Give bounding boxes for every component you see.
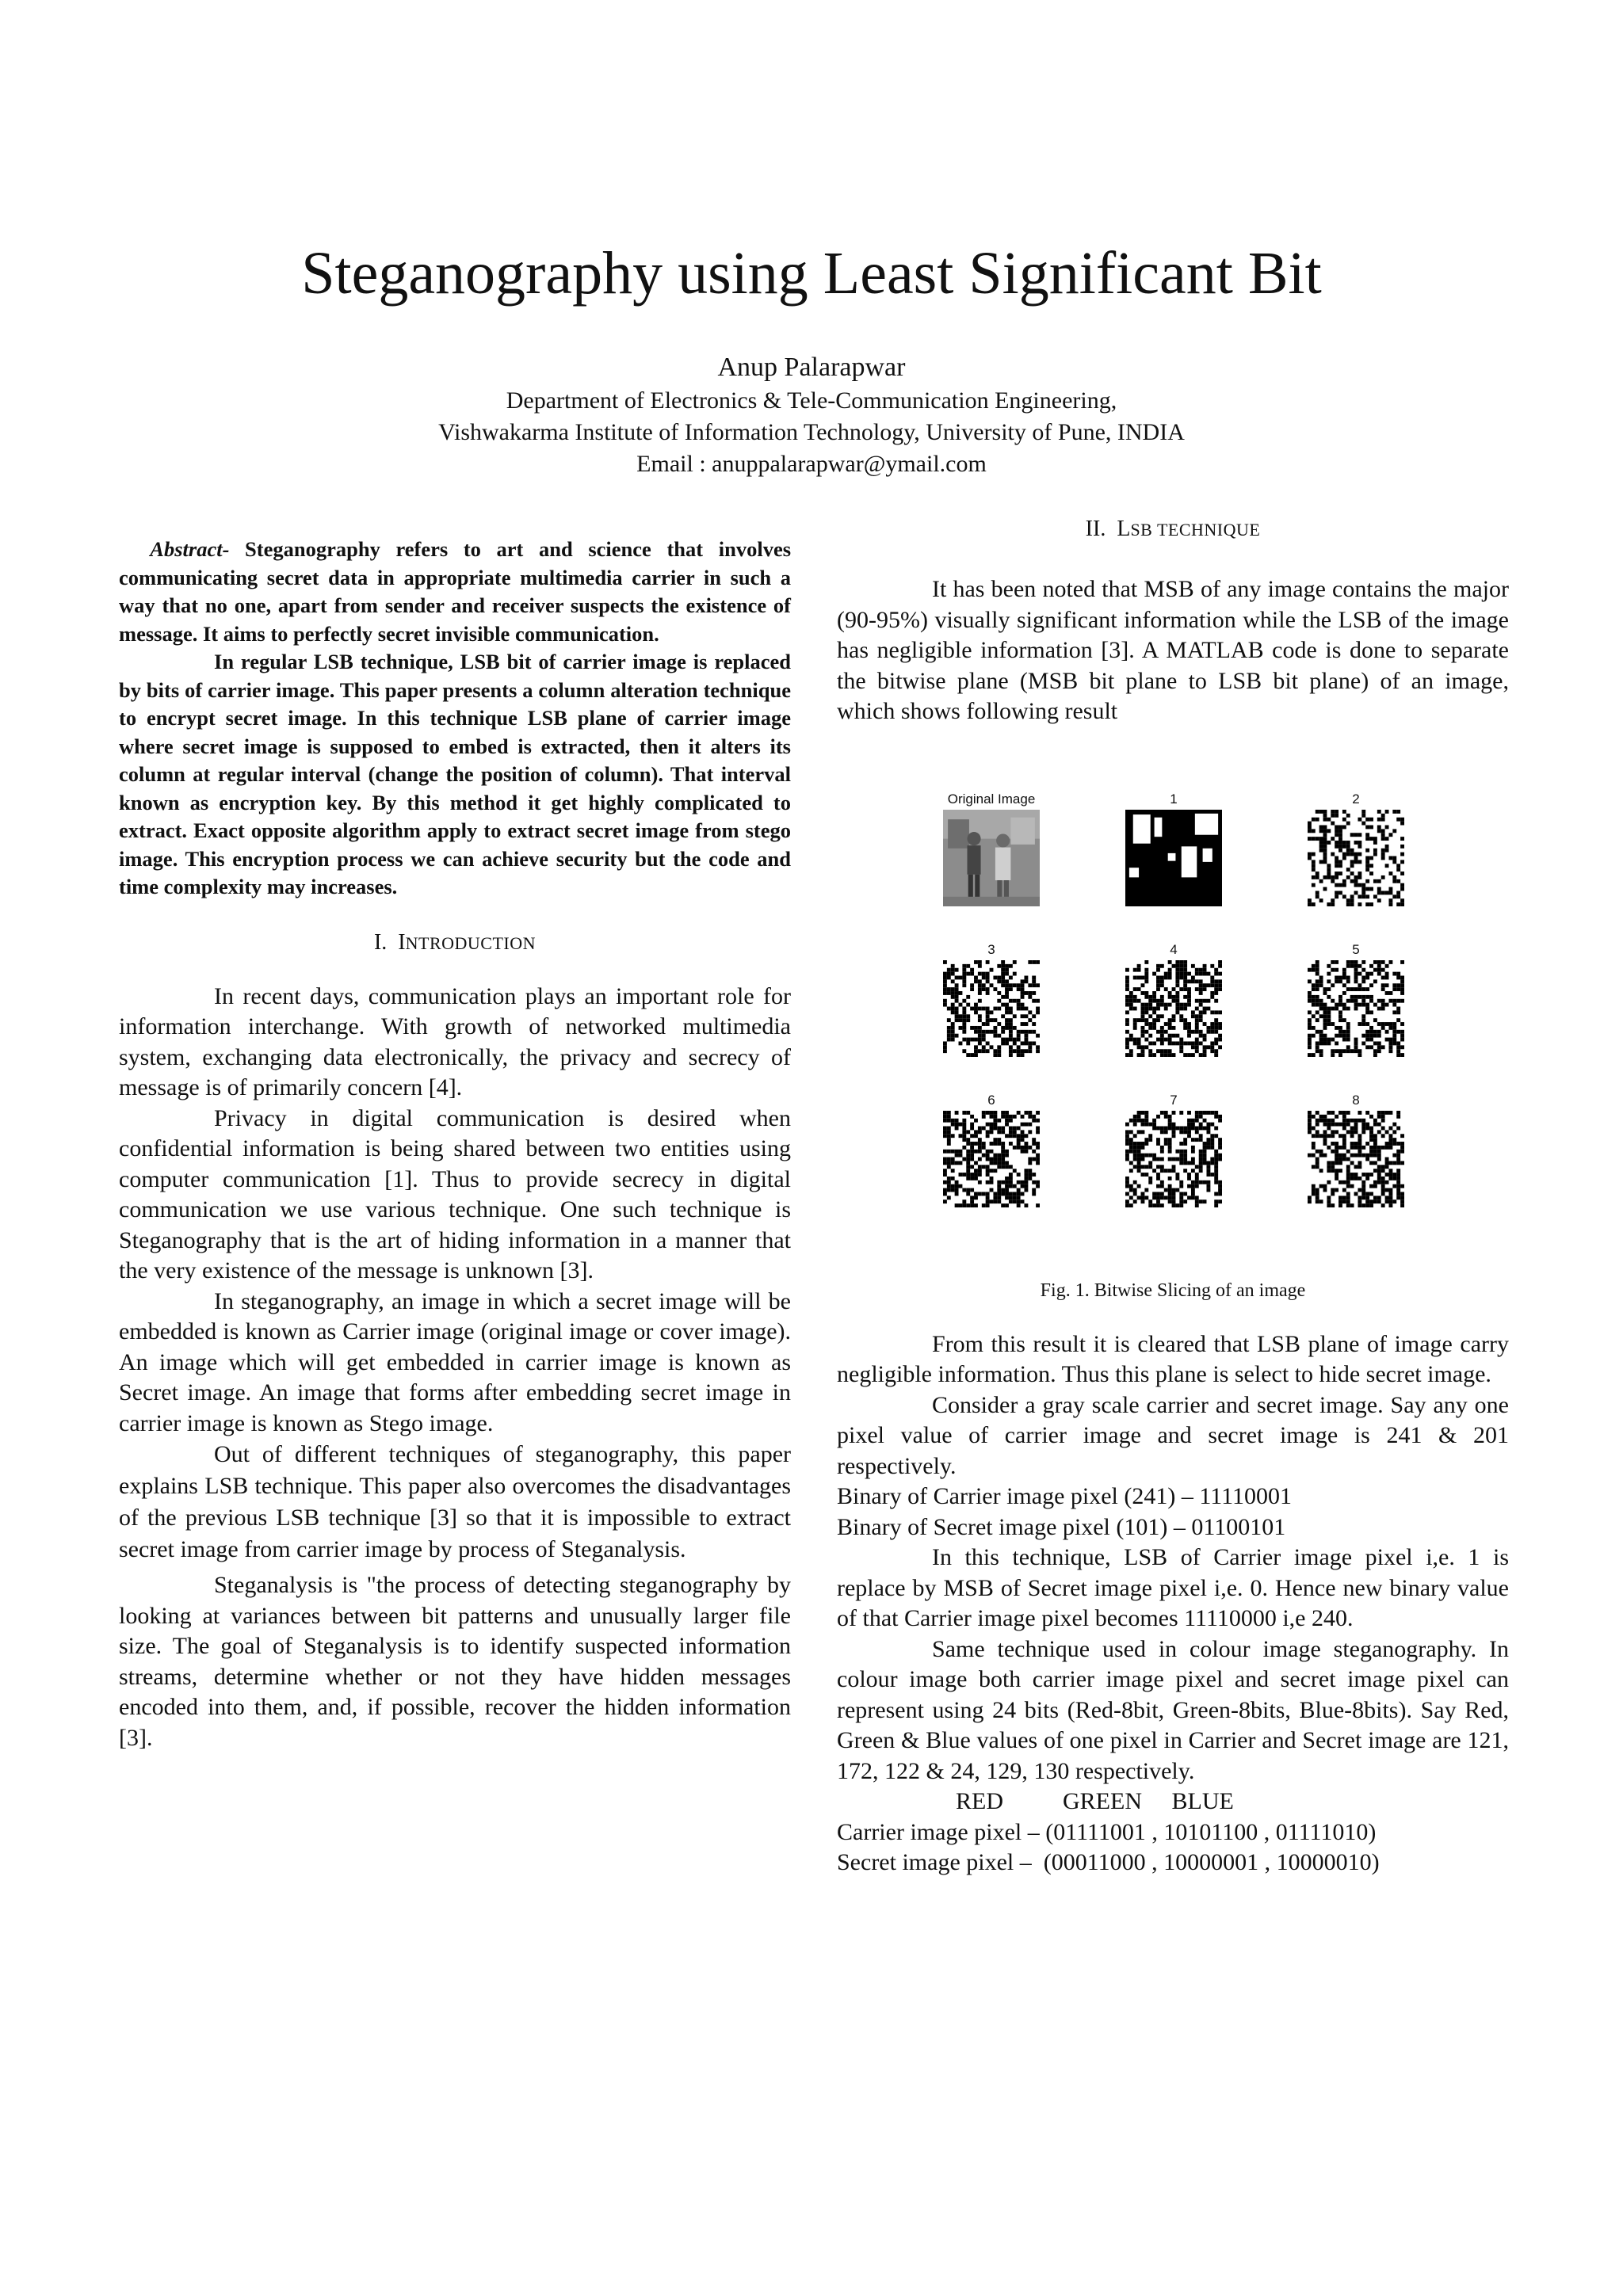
panel-label-2: 2 [1352, 791, 1360, 807]
lsb-intro-paragraph: It has been noted that MSB of any image contains the major (90-95%) visually significant information while the LSB of the image has negligible information [3]. A MATLAB code is done to separate the bitwise plane (MSB bit plane to LSB bit plane) of an image, which shows following result [837, 576, 1509, 724]
bit-plane-2-image [1308, 810, 1404, 906]
panel-bit-3 [940, 941, 1043, 1057]
bit-plane-figure [837, 791, 1509, 1329]
intro-paragraph-5: Steganalysis is "the process of detecting steganography by looking at variances between bit patterns and unusually larger file size. The goal of Steganalysis is to identify suspected information streams, determine whether or not they have hidden messages encoded into them, and, if possible, recover the hidden information [3]. [119, 1572, 791, 1751]
bit-plane-6-image [943, 1111, 1040, 1207]
panel-label-7: 7 [1170, 1092, 1178, 1108]
section-1-numeral: I. [373, 929, 388, 955]
original-image-thumbnail [943, 810, 1040, 906]
section-1-rest: NTRODUCTION [405, 933, 537, 953]
lsb-paragraph-4: Same technique used in colour image steganography. In colour image both carrier image pixel and secret image pixel can represent using 24 bits (Red-8bit, Green-8bits, Blue-8bits). Say Red, Green & Blue values of one pixel in Carrier and Secret image are 121, 172, 122 & 24, 129, 130 respectively. [837, 1635, 1509, 1784]
panel-label-4: 4 [1170, 941, 1178, 957]
intro-paragraph-3: In steganography, an image in which a secret image will be embedded is known as Carrier image (original image or cover image). An image which will get embedded in carrier image is known as Secret image. An image that forms after embedding secret image in carrier image is known as Stego image. [119, 1287, 791, 1436]
abstract-paragraph-2: In regular LSB technique, LSB bit of carrier image is replaced by bits of carrier image. This paper presents a column alteration technique to encrypt secret image. In this technique LSB plane of carrier image where secret image is supposed to embed is extracted, then it alters its column at regular interval (change the position of column). That interval known as encryption key. By this method it get highly complicated to extract. Exact opposite algorithm apply to extract secret image from stego image. This encryption process we can achieve security but the code and time complexity may increases. [119, 650, 791, 898]
lsb-paragraph-2: Consider a gray scale carrier and secret image. Say any one pixel value of carrier image and secret image is 241 & 201 respectively. [837, 1391, 1509, 1479]
rgb-header-line: RED GREEN BLUE [837, 1788, 1234, 1814]
intro-paragraph-1: In recent days, communication plays an important role for information interchange. With growth of networked multimedia system, exchanging data electronically, the privacy and secrecy of message is of primarily concern [4]. [119, 982, 791, 1100]
panel-bit-8 [1304, 1092, 1407, 1207]
author-institute: Vishwakarma Institute of Information Technology, University of Pune, INDIA [438, 419, 1185, 445]
panel-bit-7 [1122, 1092, 1225, 1207]
panel-label-3: 3 [987, 941, 995, 957]
left-column [119, 515, 791, 1753]
section-heading-introduction [119, 929, 791, 958]
panel-bit-6 [940, 1092, 1043, 1207]
section-1-initial: I [398, 929, 406, 955]
panel-bit-1 [1122, 791, 1225, 906]
bit-plane-4-image [1125, 960, 1222, 1057]
lsb-paragraph-1: From this result it is cleared that LSB plane of image carry negligible information. Thus this plane is select to hide secret image. [837, 1330, 1509, 1387]
binary-carrier-line: Binary of Carrier image pixel (241) – 11110001 [837, 1483, 1293, 1509]
author-name: Anup Palarapwar [717, 353, 906, 382]
section-2-numeral: II. [1085, 517, 1106, 541]
author-email: Email : anuppalarapwar@ymail.com [636, 451, 987, 477]
bit-plane-3-image [943, 960, 1040, 1057]
bit-plane-8-image [1308, 1111, 1404, 1207]
section-2-rest: SB TECHNIQUE [1130, 520, 1261, 540]
author-block [0, 350, 1623, 480]
abstract-text-1: Steganography refers to art and science that involves communicating secret data in appropriate multimedia carrier in such a way that no one, apart from sender and receiver suspects the existence of message. It aims to perfectly secret invisible communication. [119, 537, 792, 646]
panel-bit-5 [1304, 941, 1407, 1057]
intro-paragraph-4: Out of different techniques of steganography, this paper explains LSB technique. This paper also overcomes the disadvantages of the previous LSB technique [3] so that it is impossible to extract secret image from carrier image by process of Steganalysis. [119, 1441, 791, 1562]
panel-label-1: 1 [1170, 791, 1178, 807]
author-department: Department of Electronics & Tele-Communication Engineering, [506, 387, 1117, 414]
panel-label-original: Original Image [947, 791, 1036, 807]
bit-plane-5-image [1308, 960, 1404, 1057]
section-heading-lsb [837, 515, 1509, 544]
bit-plane-7-image [1125, 1111, 1222, 1207]
lsb-paragraph-3: In this technique, LSB of Carrier image pixel i,e. 1 is replace by MSB of Secret image pixel i,e. 0. Hence new binary value of that Carrier image pixel becomes 11110000 i,e 240. [837, 1544, 1509, 1631]
paper-title: Steganography using Least Significant Bit [301, 240, 1322, 307]
secret-pixel-line: Secret image pixel – (00011000 , 10000001 , 10000010) [837, 1849, 1380, 1875]
panel-bit-4 [1122, 941, 1225, 1057]
panel-bit-2 [1304, 791, 1407, 906]
figure-caption: Fig. 1. Bitwise Slicing of an image [1040, 1280, 1306, 1301]
abstract-label: Abstract- [150, 537, 230, 561]
panel-label-8: 8 [1352, 1092, 1360, 1108]
section-2-initial: L [1117, 517, 1131, 541]
abstract-paragraph-1 [119, 536, 791, 648]
carrier-pixel-line: Carrier image pixel – (01111001 , 10101100 , 01111010) [837, 1818, 1377, 1845]
panel-label-6: 6 [987, 1092, 995, 1108]
bit-plane-1-image [1125, 810, 1222, 906]
binary-secret-line: Binary of Secret image pixel (101) – 01100101 [837, 1513, 1286, 1540]
right-column [837, 515, 1509, 1878]
panel-original [940, 791, 1043, 906]
intro-paragraph-2: Privacy in digital communication is desired when confidential information is being shared between two entities using computer communication [1]. Thus to provide secrecy in digital communication we use various technique. One such technique is Steganography that is the art of hiding information in a manner that the very existence of the message is unknown [3]. [119, 1104, 791, 1283]
panel-label-5: 5 [1352, 941, 1360, 957]
